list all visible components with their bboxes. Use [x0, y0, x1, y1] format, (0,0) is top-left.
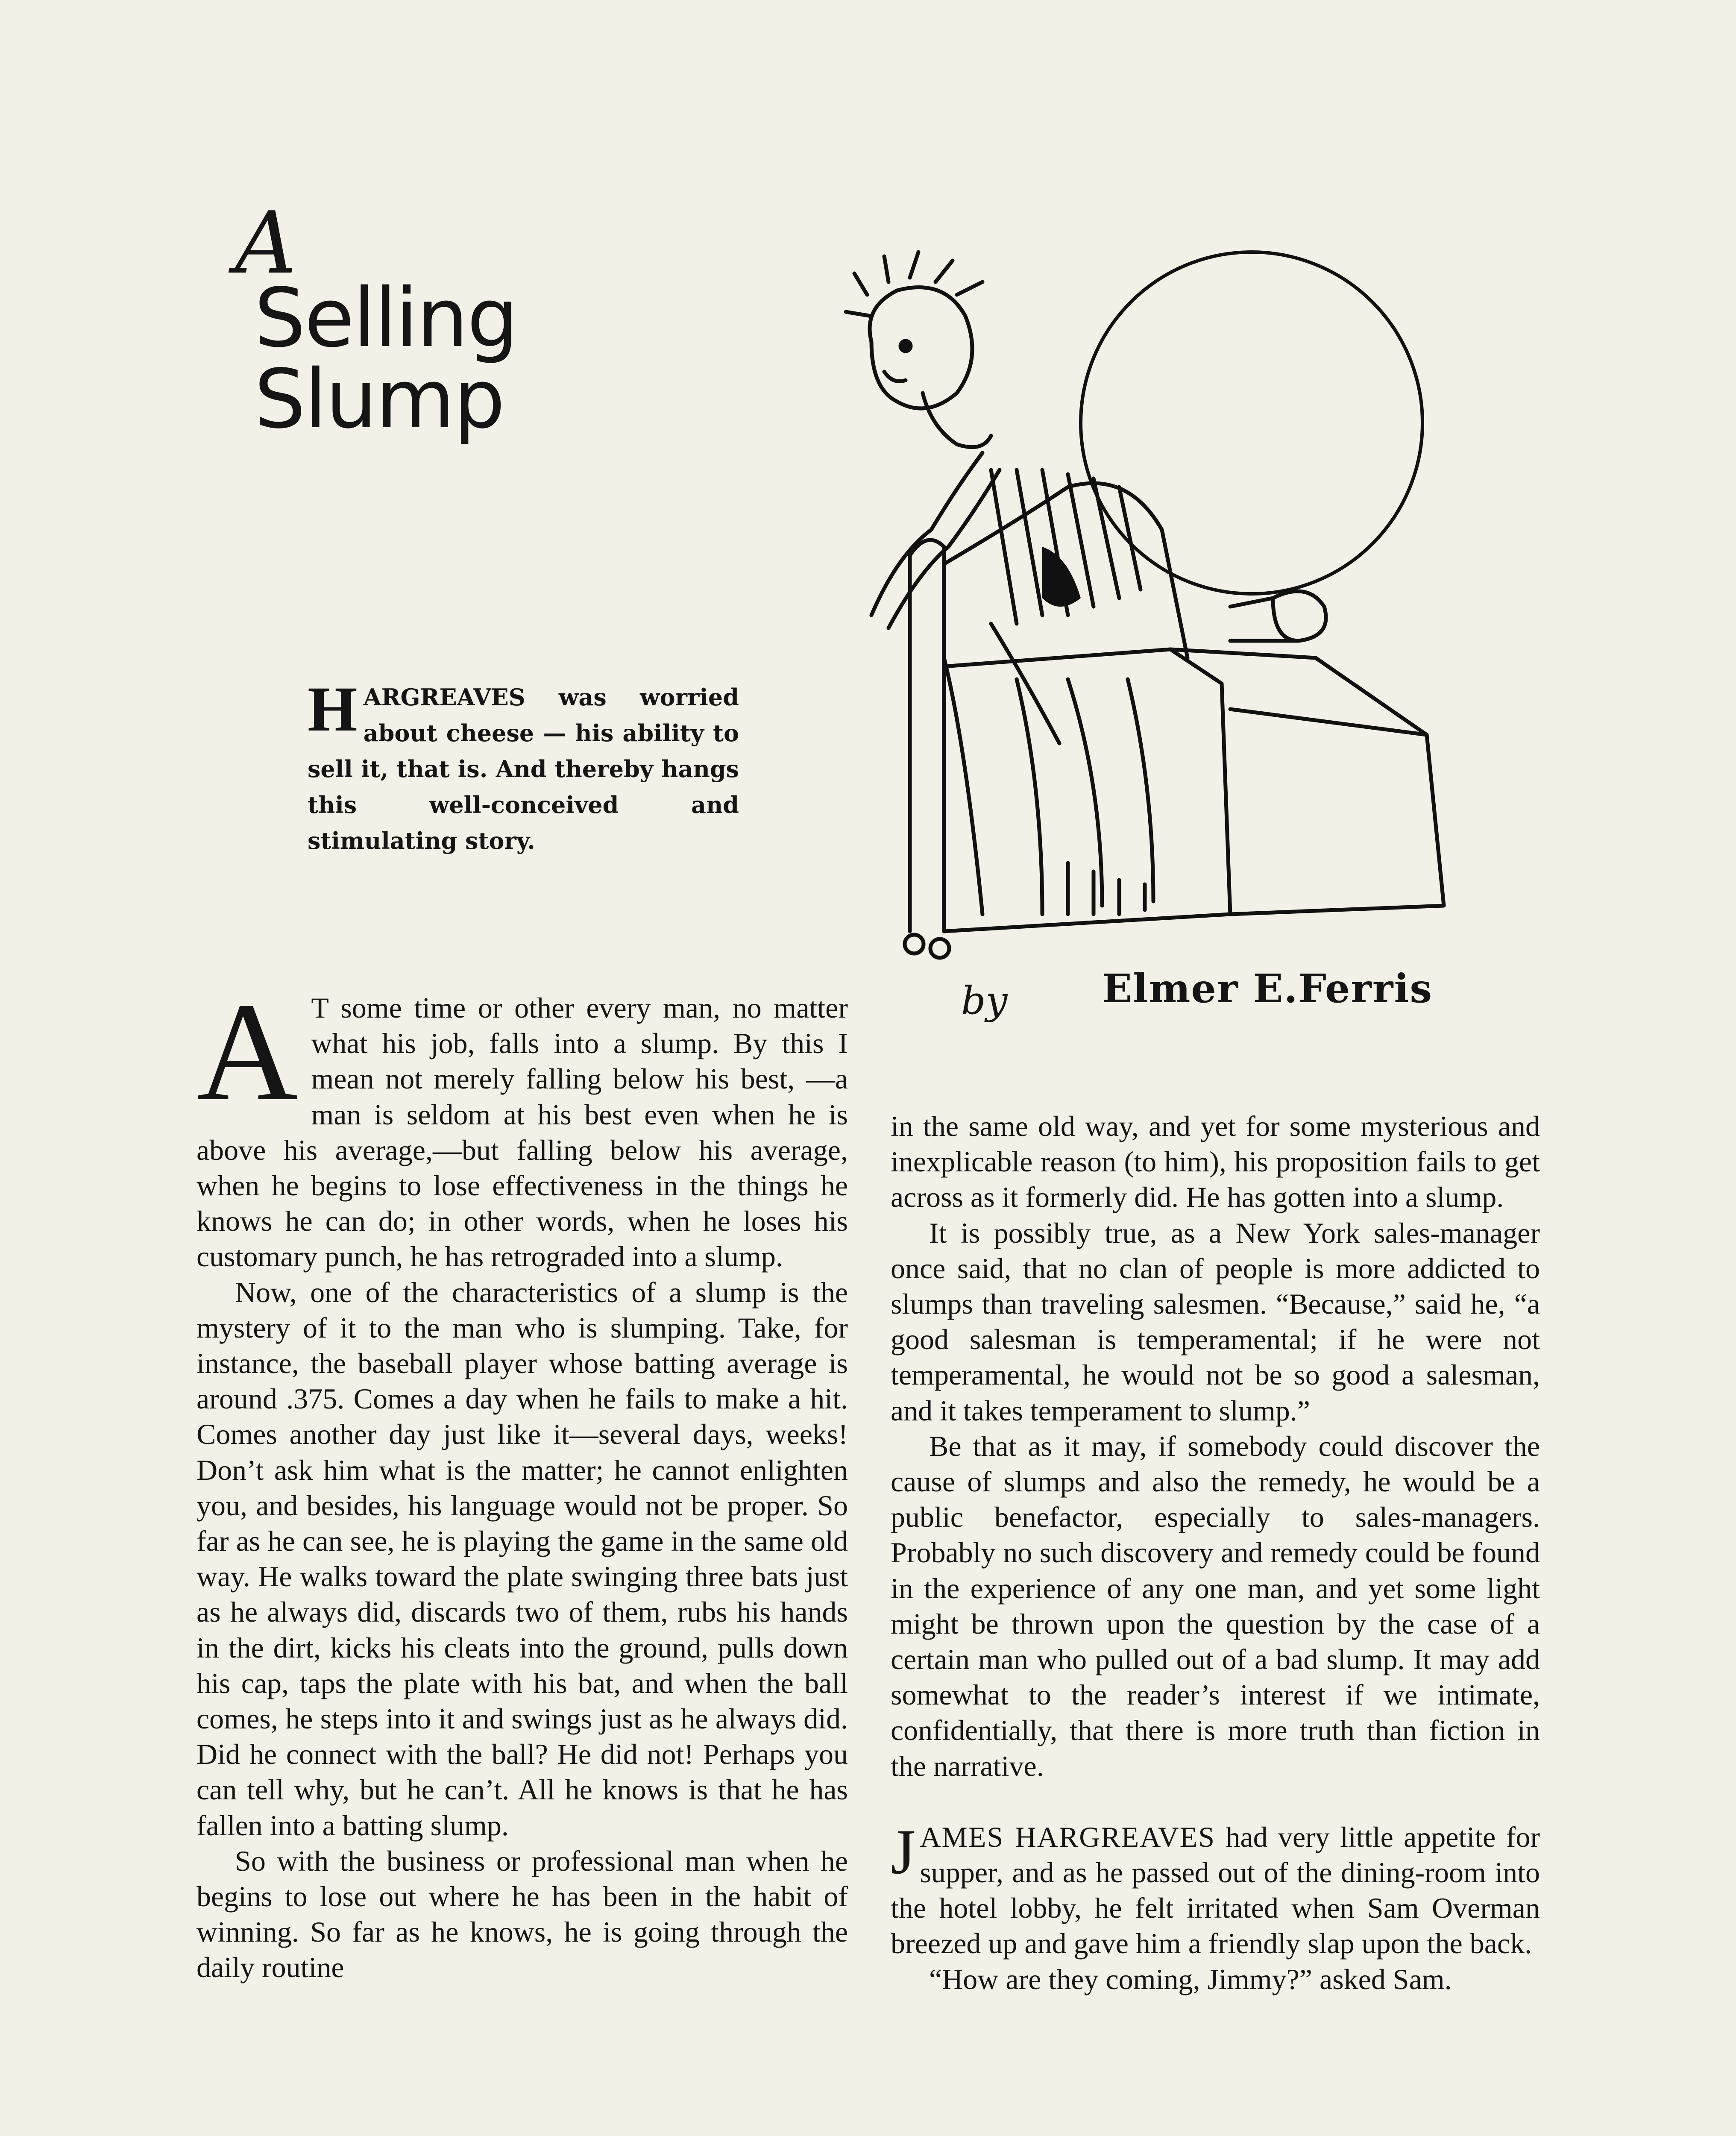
title-line-slump: Slump	[254, 352, 504, 446]
dropcap-a: A	[196, 974, 299, 1130]
paragraph: Now, one of the characteristics of a slump is the mystery of it to the man who is slumping. Take, for instance, the baseball player whose batting average is around .375. Comes a day when he fails to make a hit. Comes another day just like it—several days, weeks! Don’t ask him what is the matter; he cannot enlighten you, and besides, his language would not be proper. So far as he can see, he is playing the game in the same old way. He walks toward the plate swinging three bats just as he always did, discards two of them, rubs his hands in the dirt, kicks his cleats into the ground, pulls down his cap, taps the plate with his bat, and when the ball comes, he steps into it and swings just as he always did. Did he connect with the ball? He did not! Perhaps you can tell why, but he can’t. All he knows is that he has fallen into a batting slump.	[196, 1276, 848, 1842]
paragraph-text: had very little appetite for supper, and as he passed out of the dining-room into the hotel lobby, he felt irritated when Sam Overman breezed up and gave him a friendly slap upon the back.	[891, 1820, 1540, 1960]
title-article: A	[235, 194, 297, 293]
story-title	[231, 194, 615, 543]
paragraph: It is possibly true, as a New York sales-manager once said, that no clan of people is more addicted to slumps than traveling salesmen. “Because,” said he, “a good salesman is temperamental; if he were not temperamental, he would not be so good a salesman, and it takes temperament to slump.”	[891, 1216, 1540, 1427]
intro-blurb	[308, 674, 739, 859]
paragraph: Be that as it may, if somebody could discover the cause of slumps and also the remedy, he would be a public benefactor, especially to sales-managers. Probably no such discovery and remedy could be found in the experience of any one man, and yet some light might be thrown upon the question by the case of a certain man who pulled out of a bad slump. It may add somewhat to the reader’s interest if we intimate, confidentially, that there is more truth than fiction in the narrative.	[891, 1429, 1540, 1782]
byline-by: by	[961, 978, 1008, 1023]
paragraph-text: T some time or other every man, no matter what his job, falls into a slump. By this I mean not merely falling below his best, —a man is seldom at his best even when he is above his average,—but falling below his average, when he begins to lose effectiveness in the things he knows he can do; in other words, when he loses his customary punch, he has retrograded into a slump.	[196, 992, 848, 1273]
author-name: Elmer E.Ferris	[1102, 965, 1433, 1012]
paragraph-section-two	[891, 1816, 1540, 1962]
paragraph: “How are they coming, Jimmy?” asked Sam.	[929, 1963, 1452, 1995]
intro-text: ARGREAVES was worried about cheese — his ability to sell it, that is. And thereby hangs this well-conceived and stimulating story.	[308, 684, 739, 854]
dropcap-j: J	[891, 1816, 916, 1887]
byline	[961, 965, 1516, 1051]
paragraph: So with the business or professional man when he begins to lose out where he has been in the habit of winning. So far as he knows, he is going through the daily routine	[196, 1844, 848, 1984]
title-line-selling: Selling	[254, 271, 517, 365]
intro-dropcap: H	[308, 674, 358, 745]
right-column	[891, 1109, 1540, 1997]
character-name: AMES HARGREAVES	[920, 1820, 1216, 1853]
illustration-man-on-bed	[803, 231, 1487, 1025]
paragraph	[196, 974, 848, 1275]
left-column	[196, 974, 848, 1986]
paragraph: in the same old way, and yet for some mysterious and inexplicable reason (to him), his proposition fails to get across as it formerly did. He has gotten into a slump.	[891, 1110, 1540, 1214]
